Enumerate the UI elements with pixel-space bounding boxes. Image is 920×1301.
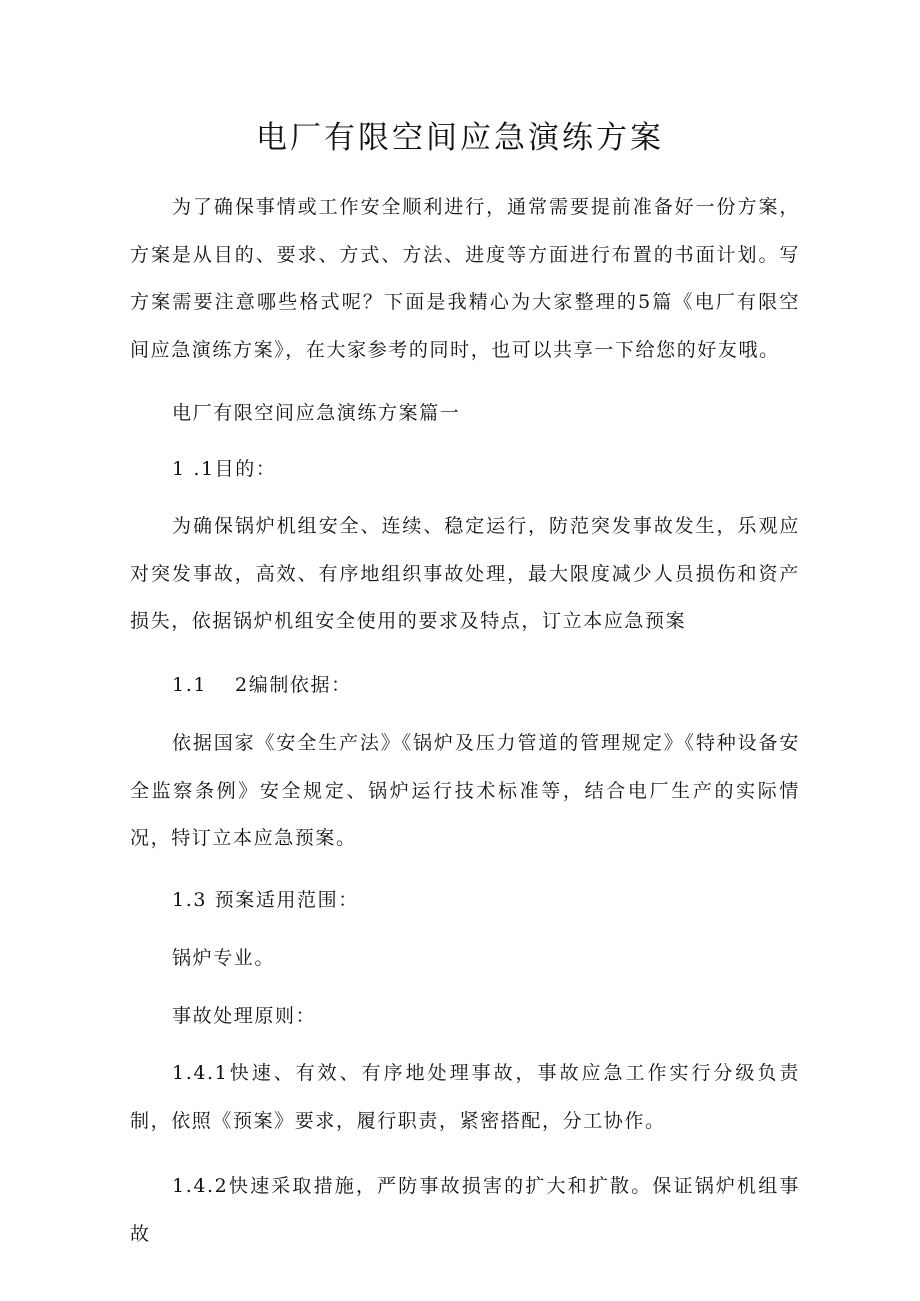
section-heading: 电厂有限空间应急演练方案篇一 xyxy=(172,402,461,424)
document-title: 电厂有限空间应急演练方案 xyxy=(256,120,664,156)
section-1-4-2-paragraph: 1.4.2快速采取措施，严防事故损害的扩大和扩散。保证锅炉机组事故 xyxy=(130,1175,800,1245)
principle-heading: 事故处理原则： xyxy=(172,1005,317,1027)
purpose-paragraph: 为确保锅炉机组安全、连续、稳定运行，防范突发事故发生，乐观应对突发事故，高效、有序地组织事故处理，最大限度减少人员损伤和资产损失，依据锅炉机组安全使用的要求及特点，订立本应急预案 xyxy=(130,515,800,632)
section-1-3-heading: 1.3 预案适用范围： xyxy=(172,889,359,911)
intro-paragraph: 为了确保事情或工作安全顺利进行，通常需要提前准备好一份方案，方案是从目的、要求、方式、方法、进度等方面进行布置的书面计划。写方案需要注意哪些格式呢？下面是我精心为大家整理的5篇《电厂有限空间应急演练方案》，在大家参考的同时，也可以共享一下给您的好友哦。 xyxy=(130,196,800,361)
section-1-1-heading: 1 .1目的： xyxy=(172,458,277,480)
section-1-4-1-paragraph: 1.4.1快速、有效、有序地处理事故，事故应急工作实行分级负责制，依照《预案》要求，履行职责，紧密搭配，分工协作。 xyxy=(130,1062,800,1132)
scope-text: 锅炉专业。 xyxy=(172,947,276,969)
section-1-2-heading xyxy=(172,662,352,710)
section-1-2-label: 2编制依据： xyxy=(235,674,352,696)
section-1-2-number: 1.1 xyxy=(172,674,208,696)
basis-paragraph: 依据国家《安全生产法》《锅炉及压力管道的管理规定》《特种设备安全监察条例》安全规定、锅炉运行技术标准等，结合电厂生产的实际情况，特订立本应急预案。 xyxy=(130,732,800,849)
